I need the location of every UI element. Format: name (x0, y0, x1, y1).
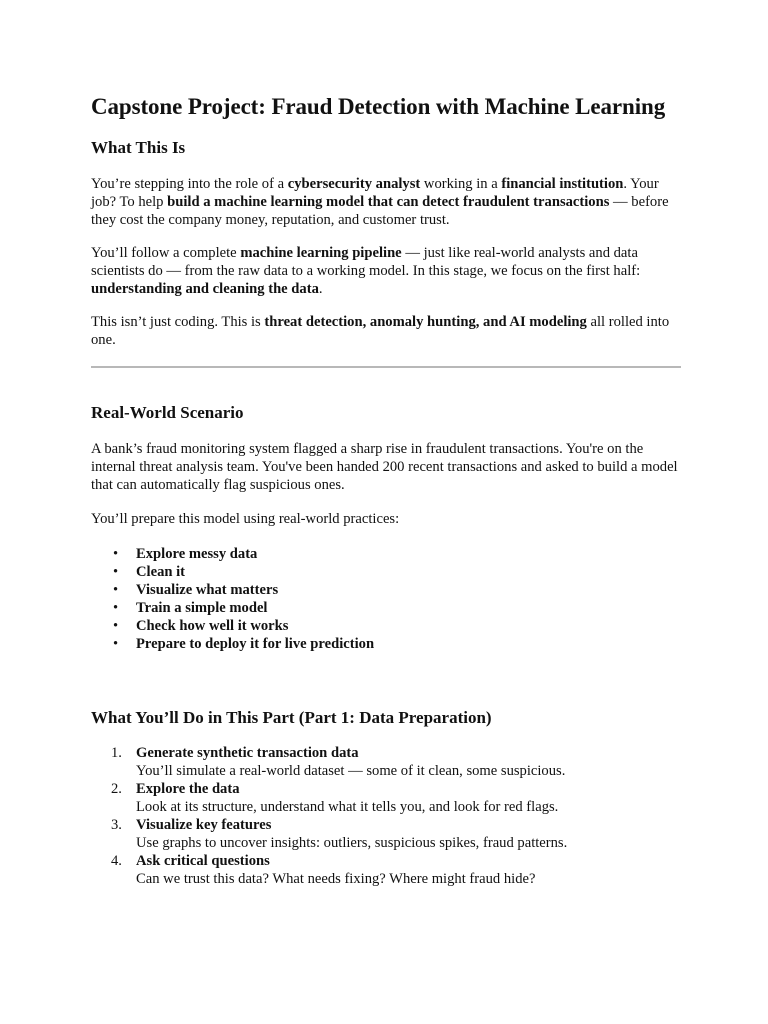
bullet-glyph: • (113, 546, 119, 562)
scenario-paragraph: A bank’s fraud monitoring system flagged a sharp rise in fraudulent transactions. You're on the internal threat analysis team. You've been handed 200 recent transactions and asked to build a model that can automatically flag suspicious ones. (91, 441, 678, 493)
list-item-text: Visualize what matters (136, 582, 279, 598)
step-title: Generate synthetic transaction data (136, 745, 359, 761)
step-number: 4. (111, 853, 122, 869)
step-number: 1. (111, 745, 122, 761)
practices-list (91, 545, 681, 653)
section-heading-real-world-scenario: Real-World Scenario (91, 403, 244, 422)
bullet-glyph: • (113, 582, 119, 598)
step-item (91, 852, 681, 888)
coding-paragraph (91, 313, 681, 349)
text-run: — before they cost the company money, reputation, and customer trust. (91, 194, 669, 228)
step-description: Look at its structure, understand what it tells you, and look for red flags. (136, 799, 559, 815)
document-title: Capstone Project: Fraud Detection with Machine Learning (91, 94, 666, 119)
practices-intro-paragraph: You’ll prepare this model using real-world practices: (91, 511, 400, 527)
text-run: working in a (420, 176, 502, 192)
text-run: You’ll follow a complete (91, 245, 241, 261)
step-title: Explore the data (136, 781, 240, 797)
section-heading-what-this-is: What This Is (91, 138, 186, 157)
step-number: 3. (111, 817, 122, 833)
list-item (91, 599, 681, 617)
list-item (91, 581, 681, 599)
text-run: You’re stepping into the role of a (91, 176, 288, 192)
step-item (91, 816, 681, 852)
bold-text-run: financial institution (501, 176, 624, 192)
bullet-glyph: • (113, 600, 119, 616)
bullet-glyph: • (113, 564, 119, 580)
section-divider (91, 366, 681, 368)
step-title: Visualize key features (136, 817, 272, 833)
bold-text-run: build a machine learning model that can detect fraudulent transactions (167, 194, 610, 210)
list-item-text: Clean it (136, 564, 186, 580)
step-title: Ask critical questions (136, 853, 270, 869)
step-number: 2. (111, 781, 122, 797)
list-item-text: Check how well it works (136, 618, 289, 634)
text-run: . (318, 281, 323, 297)
pipeline-paragraph (91, 244, 681, 298)
section-heading-what-youll-do: What You’ll Do in This Part (Part 1: Data Preparation) (91, 708, 492, 727)
steps-list (91, 744, 681, 888)
document-page (91, 92, 681, 888)
text-run: This isn’t just coding. This is (91, 314, 265, 330)
list-item-text: Train a simple model (136, 600, 268, 616)
bullet-glyph: • (113, 618, 119, 634)
list-item-text: Explore messy data (136, 546, 258, 562)
bold-text-run: understanding and cleaning the data (91, 281, 319, 297)
bold-text-run: threat detection, anomaly hunting, and AI modeling (264, 314, 587, 330)
bold-text-run: machine learning pipeline (240, 245, 402, 261)
intro-paragraph (91, 175, 681, 229)
text-run: — just like real-world analysts and data scientists do — from the raw data to a working model. In this stage, we focus on the first half: (91, 245, 641, 279)
list-item-text: Prepare to deploy it for live prediction (136, 636, 375, 652)
bullet-glyph: • (113, 636, 119, 652)
step-description: Use graphs to uncover insights: outliers, suspicious spikes, fraud patterns. (136, 835, 568, 851)
text-run: . Your job? To help (91, 176, 659, 210)
list-item (91, 545, 681, 563)
step-description: You’ll simulate a real-world dataset — some of it clean, some suspicious. (136, 763, 566, 779)
step-item (91, 744, 681, 780)
text-run: all rolled into one. (91, 314, 670, 348)
step-item (91, 780, 681, 816)
list-item (91, 617, 681, 635)
step-description: Can we trust this data? What needs fixing? Where might fraud hide? (136, 871, 536, 887)
list-item (91, 563, 681, 581)
list-item (91, 635, 681, 653)
bold-text-run: cybersecurity analyst (287, 176, 421, 192)
